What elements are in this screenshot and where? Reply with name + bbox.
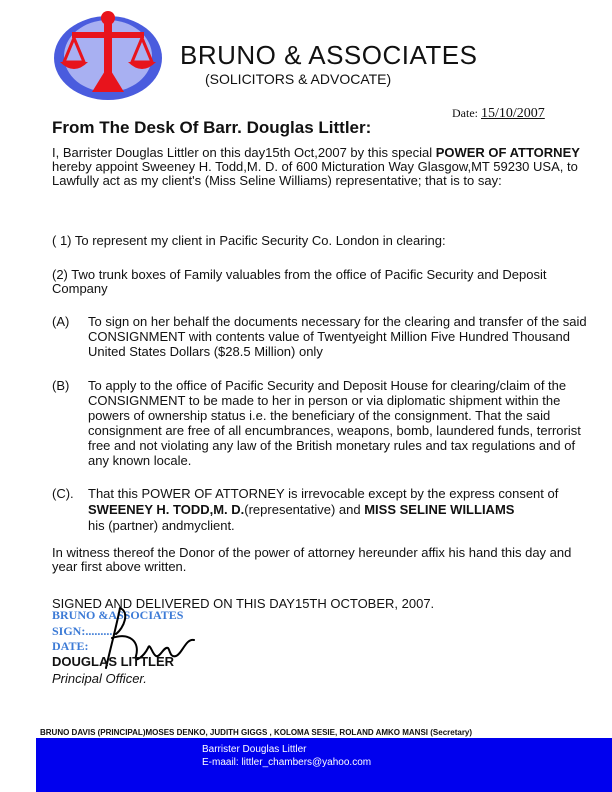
stamp-date: DATE:: [52, 639, 89, 653]
item-1: ( 1) To represent my client in Pacific Security Co. London in clearing:: [52, 233, 446, 248]
document-date: [452, 106, 545, 122]
date-label: Date:: [452, 106, 478, 120]
stamp-sign: SIGN:..........: [52, 624, 116, 638]
clause-c-client: MISS SELINE WILLIAMS: [364, 502, 515, 517]
footer-email[interactable]: E-maail: littler_chambers@yahoo.com: [202, 757, 372, 768]
footer-bar: [36, 738, 612, 792]
scales-of-justice-logo: [52, 6, 164, 102]
clause-c-text: [88, 486, 588, 534]
clause-c-part: That this POWER OF ATTORNEY is irrevocable except by the express consent of: [88, 486, 559, 501]
signatory-name: DOUGLAS LITTLER: [52, 654, 175, 669]
signed-line: SIGNED AND DELIVERED ON THIS DAY15TH OCTOBER, 2007.: [52, 596, 435, 611]
intro-poa: POWER OF ATTORNEY: [435, 145, 580, 160]
firm-name: BRUNO & ASSOCIATES: [180, 40, 478, 70]
date-value: 15/10/2007: [481, 106, 545, 121]
clause-b-text: To apply to the office of Pacific Security and Deposit House for clearing/claim of the CONSIGNMENT to be made to her in person or via diplomatic shipment within the powers of ownership status i.e. the beneficiary of the consignment. That the said consignment are free of all encumbrances, weapons, bomb, laundered funds, terrorist free and not violating any law of the British monetary rules and tax regulations and of any known locale.: [88, 378, 581, 468]
clause-b-label: (B): [52, 378, 70, 393]
item-2: (2) Two trunk boxes of Family valuables from the office of Pacific Security and Deposit Company: [52, 267, 547, 296]
handwritten-signature: [90, 598, 210, 682]
footer-barrister: Barrister Douglas Littler: [202, 744, 307, 755]
clause-a-text: To sign on her behalf the documents necessary for the clearing and transfer of the said CONSIGNMENT with contents value of Twentyeight Million Five Hundred Thousand United States Dollars ($28.5 Million) only: [88, 314, 587, 359]
clause-c-representative: SWEENEY H. TODD,M. D.: [88, 502, 245, 517]
clause-c-label: (C).: [52, 486, 74, 501]
clause-a-label: (A): [52, 314, 70, 329]
intro-text-rest: hereby appoint Sweeney H. Todd,M. D. of 600 Micturation Way Glasgow,MT 59230 USA, to Lawfully act as my client's (Miss Seline Williams) representative; that is to say:: [52, 159, 578, 188]
stamp-firm: BRUNO &ASSOCIATES: [52, 608, 184, 622]
firm-subtitle: (SOLICITORS & ADVOCATE): [205, 71, 392, 87]
clause-c-part: his (partner) andmyclient.: [88, 518, 235, 533]
desk-title: From The Desk Of Barr. Douglas Littler:: [52, 118, 372, 137]
signatory-title: Principal Officer.: [52, 671, 147, 686]
witness-paragraph: In witness thereof the Donor of the power of attorney hereunder affix his hand this day and year first above written.: [52, 545, 572, 574]
intro-text: I, Barrister Douglas Littler on this day15th Oct,2007 by this special: [52, 145, 436, 160]
clause-c-part: (representative) and: [244, 502, 365, 517]
partners-list: BRUNO DAVIS (PRINCIPAL)MOSES DENKO, JUDITH GIGGS , KOLOMA SESIE, ROLAND AMKO MANSI (Secretary): [40, 728, 473, 737]
intro-paragraph: [52, 146, 582, 188]
